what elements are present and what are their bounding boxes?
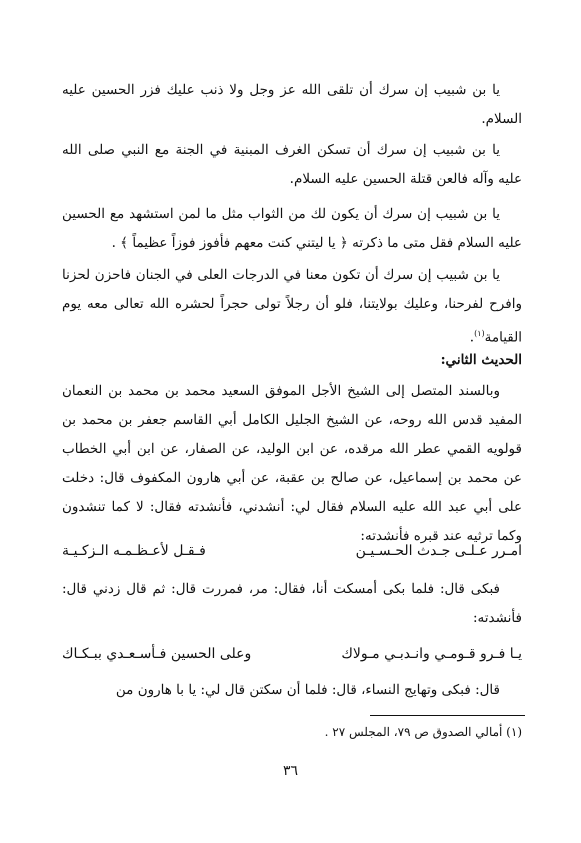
poem-verse-2 <box>62 646 522 662</box>
poem-verse-1-second: فـقـل لأعـظـمـه الـزكـيـة <box>62 543 206 559</box>
poem-verse-1-first: امـرر عـلـى جـدث الحـسـيـن <box>355 543 522 559</box>
paragraph-4: يا بن شبيب إن سرك أن تكون معنا في الدرجات العلى في الجنان فاحزن لحزنا وافرح لفرحنا، وعليك بولايتنا، فلو أن رجلاً تولى حجراً لحشره الله تعالى معه يوم القيامة$^{(١)}$. <box>62 267 522 346</box>
paragraph-4-text: يا بن شبيب إن سرك أن تكون معنا في الدرجات العلى في الجنان فاحزن لحزنا وافرح لفرحنا، وعليك بولايتنا، فلو أن رجلاً تولى حجراً لحشره الله تعالى معه يوم القيامة <box>62 267 522 346</box>
paragraph-5: وبالسند المتصل إلى الشيخ الأجل الموفق السعيد محمد بن محمد بن النعمان المفيد قدس الله روحه، عن الشيخ الجليل الكامل أبي القاسم جعفر بن محمد بن قولويه القمي عطر الله مرقده، عن ابن الوليد، عن الصفار، عن ابن أبي الخطاب عن محمد بن إسماعيل، عن صالح بن عقبة، عن أبي هارون المكفوف قال: دخلت على أبي عبد الله عليه السلام فقال لي: أنشدني، فأنشدته فقال: لا كما تنشدون وكما ترثيه عند قبره فأنشدته: <box>62 383 522 544</box>
paragraph-3: يا بن شبيب إن سرك أن يكون لك من الثواب مثل ما لمن استشهد مع الحسين عليه السلام فقل متى ما ذكرته ﴿ يا ليتني كنت معهم فأفوز فوزاً عظيماً ﴾ . <box>62 206 522 251</box>
paragraph-2: يا بن شبيب إن سرك أن تسكن الغرف المبنية في الجنة مع النبي صلى الله عليه وآله فالعن قتلة الحسين عليه السلام. <box>62 142 522 187</box>
footnote: (١) أمالي الصدوق ص ٧٩، المجلس ٢٧ . <box>324 725 522 739</box>
footnote-ref: (١) <box>474 329 485 338</box>
section-heading: الحديث الثاني: <box>440 352 522 368</box>
poem-verse-2-second: وعلى الحسين فـأسـعـدي ببـكـاك <box>62 646 252 662</box>
paragraph-7: قال: فبكى وتهايج النساء، قال: فلما أن سكتن قال لي: يا با هارون من <box>115 682 500 698</box>
poem-verse-2-first: يـا فـرو قـومـي وانـدبـي مـولاك <box>341 646 522 662</box>
footnote-divider <box>370 715 525 716</box>
poem-verse-1 <box>62 543 522 559</box>
paragraph-6: فبكى قال: فلما بكى أمسكت أنا، فقال: مر، فمررت قال: ثم قال زدني قال: فأنشدته: <box>62 581 522 626</box>
paragraph-1: يا بن شبيب إن سرك أن تلقى الله عز وجل ولا ذنب عليك فزر الحسين عليه السلام. <box>62 82 522 127</box>
page-number: ٣٦ <box>282 763 299 779</box>
